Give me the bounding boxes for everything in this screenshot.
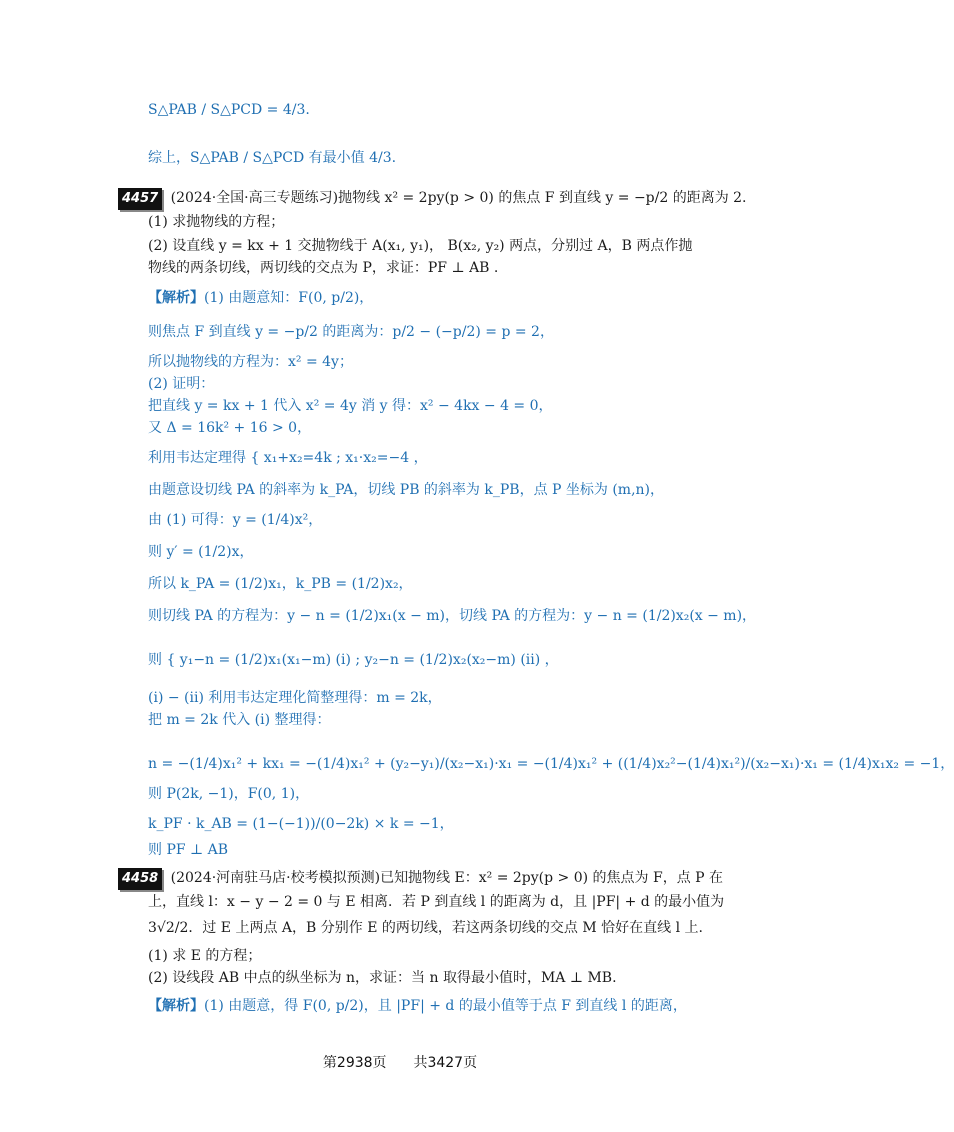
text-line [148,574,413,594]
line-text: (1) 由题意知：F(0, p/2)， [204,290,374,306]
line-text: 则切线 PA 的方程为：y − n = (1/2)x₁(x − m)，切线 PA 的方程为：y − n = (1/2)x₂(x − m)， [148,608,757,624]
line-text: 综上，S△PAB / S△PCD 有最小值 4/3. [148,150,397,166]
line-text: 由题意设切线 PA 的斜率为 k_PA，切线 PB 的斜率为 k_PB，点 P 坐标为 (m,n)， [148,482,665,498]
line-text: (1) 求抛物线的方程； [148,214,285,230]
text-line [148,288,373,308]
text-line [148,418,311,438]
analysis-tag: 【解析】 [148,998,204,1014]
problem-4458-heading [118,868,723,890]
line-text: 则焦点 F 到直线 y = −p/2 的距离为：p/2 − (−p/2) = p = 2， [148,324,554,340]
text-line [148,100,310,120]
text-line [148,510,322,530]
text-line [148,650,559,670]
line-text: 则 y′ = (1/2)x， [148,544,254,560]
text-line [148,542,254,562]
text-line [148,606,756,626]
problem-number-badge: 4457 [118,188,162,210]
text-line [148,688,442,708]
problem-4457-heading [118,188,747,210]
line-text: 利用韦达定理得 { x₁+x₂=4k ; x₁·x₂=−4 ， [148,450,428,466]
analysis-tag: 【解析】 [148,290,204,306]
problem-statement: (2024·全国·高三专题练习)抛物线 x² = 2py(p > 0) 的焦点 F 到直线 y = −p/2 的距离为 2. [170,190,747,206]
text-line [148,322,554,342]
line-text: (2) 证明： [148,376,215,392]
text-line [148,352,353,372]
text-line [148,258,498,278]
text-line [148,236,692,256]
text-line [148,754,954,774]
line-text: n = −(1/4)x₁² + kx₁ = −(1/4)x₁² + (y₂−y₁)/(x₂−x₁)·x₁ = −(1/4)x₁² + ((1/4)x₂²−(1/4)x₁²)/(x₂−x₁)·x₁ = (1/4)x₁x₂ = −1， [148,756,954,772]
text-line [148,212,284,232]
line-text: 3√2/2．过 E 上两点 A，B 分别作 E 的两切线，若这两条切线的交点 M 恰好在直线 l 上. [148,920,703,936]
text-line [148,996,687,1016]
line-text: 则 P(2k, −1)，F(0, 1)， [148,786,310,802]
text-line [148,480,664,500]
text-line [148,396,553,416]
line-text: 则 PF ⊥ AB [148,842,229,858]
line-text: 物线的两条切线，两切线的交点为 P，求证：PF ⊥ AB . [148,260,499,276]
line-text: 则 { y₁−n = (1/2)x₁(x₁−m) (i) ; y₂−n = (1/2)x₂(x₂−m) (ii) ， [148,652,559,668]
line-text: (1) 求 E 的方程； [148,948,262,964]
line-text: 上，直线 l：x − y − 2 = 0 与 E 相离．若 P 到直线 l 的距离为 d，且 |PF| + d 的最小值为 [148,894,725,910]
text-line [148,946,261,966]
line-text: S△PAB / S△PCD = 4/3. [148,102,310,118]
page-footer [0,1052,800,1072]
text-line [148,918,703,938]
line-text: 所以抛物线的方程为：x² = 4y； [148,354,353,370]
text-line [148,840,228,860]
text-line [148,448,428,468]
line-text: k_PF · k_AB = (1−(−1))/(0−2k) × k = −1， [148,816,454,832]
line-text: (2) 设直线 y = kx + 1 交抛物线于 A(x₁, y₁)， B(x₂, y₂) 两点，分别过 A，B 两点作抛 [148,238,693,254]
problem-number-badge: 4458 [118,868,162,890]
page-total: 共3427页 [413,1055,478,1071]
text-line [148,814,454,834]
text-line [148,892,724,912]
text-line [148,374,214,394]
line-text: 又 Δ = 16k² + 16 > 0， [148,420,312,436]
text-line [148,148,396,168]
problem-statement: (2024·河南驻马店·校考模拟预测)已知抛物线 E：x² = 2py(p > 0) 的焦点为 F，点 P 在 [170,870,724,886]
line-text: (i) − (ii) 利用韦达定理化简整理得：m = 2k， [148,690,442,706]
line-text: 把直线 y = kx + 1 代入 x² = 4y 消 y 得：x² − 4kx − 4 = 0， [148,398,553,414]
text-line [148,784,309,804]
text-line [148,710,331,730]
line-text: (2) 设线段 AB 中点的纵坐标为 n，求证：当 n 取得最小值时，MA ⊥ MB. [148,970,617,986]
page-number: 第2938页 [322,1055,387,1071]
line-text: 所以 k_PA = (1/2)x₁，k_PB = (1/2)x₂， [148,576,413,592]
line-text: (1) 由题意，得 F(0, p/2)，且 |PF| + d 的最小值等于点 F 到直线 l 的距离， [204,998,687,1014]
line-text: 由 (1) 可得：y = (1/4)x²， [148,512,323,528]
text-line [148,968,617,988]
line-text: 把 m = 2k 代入 (i) 整理得： [148,712,331,728]
